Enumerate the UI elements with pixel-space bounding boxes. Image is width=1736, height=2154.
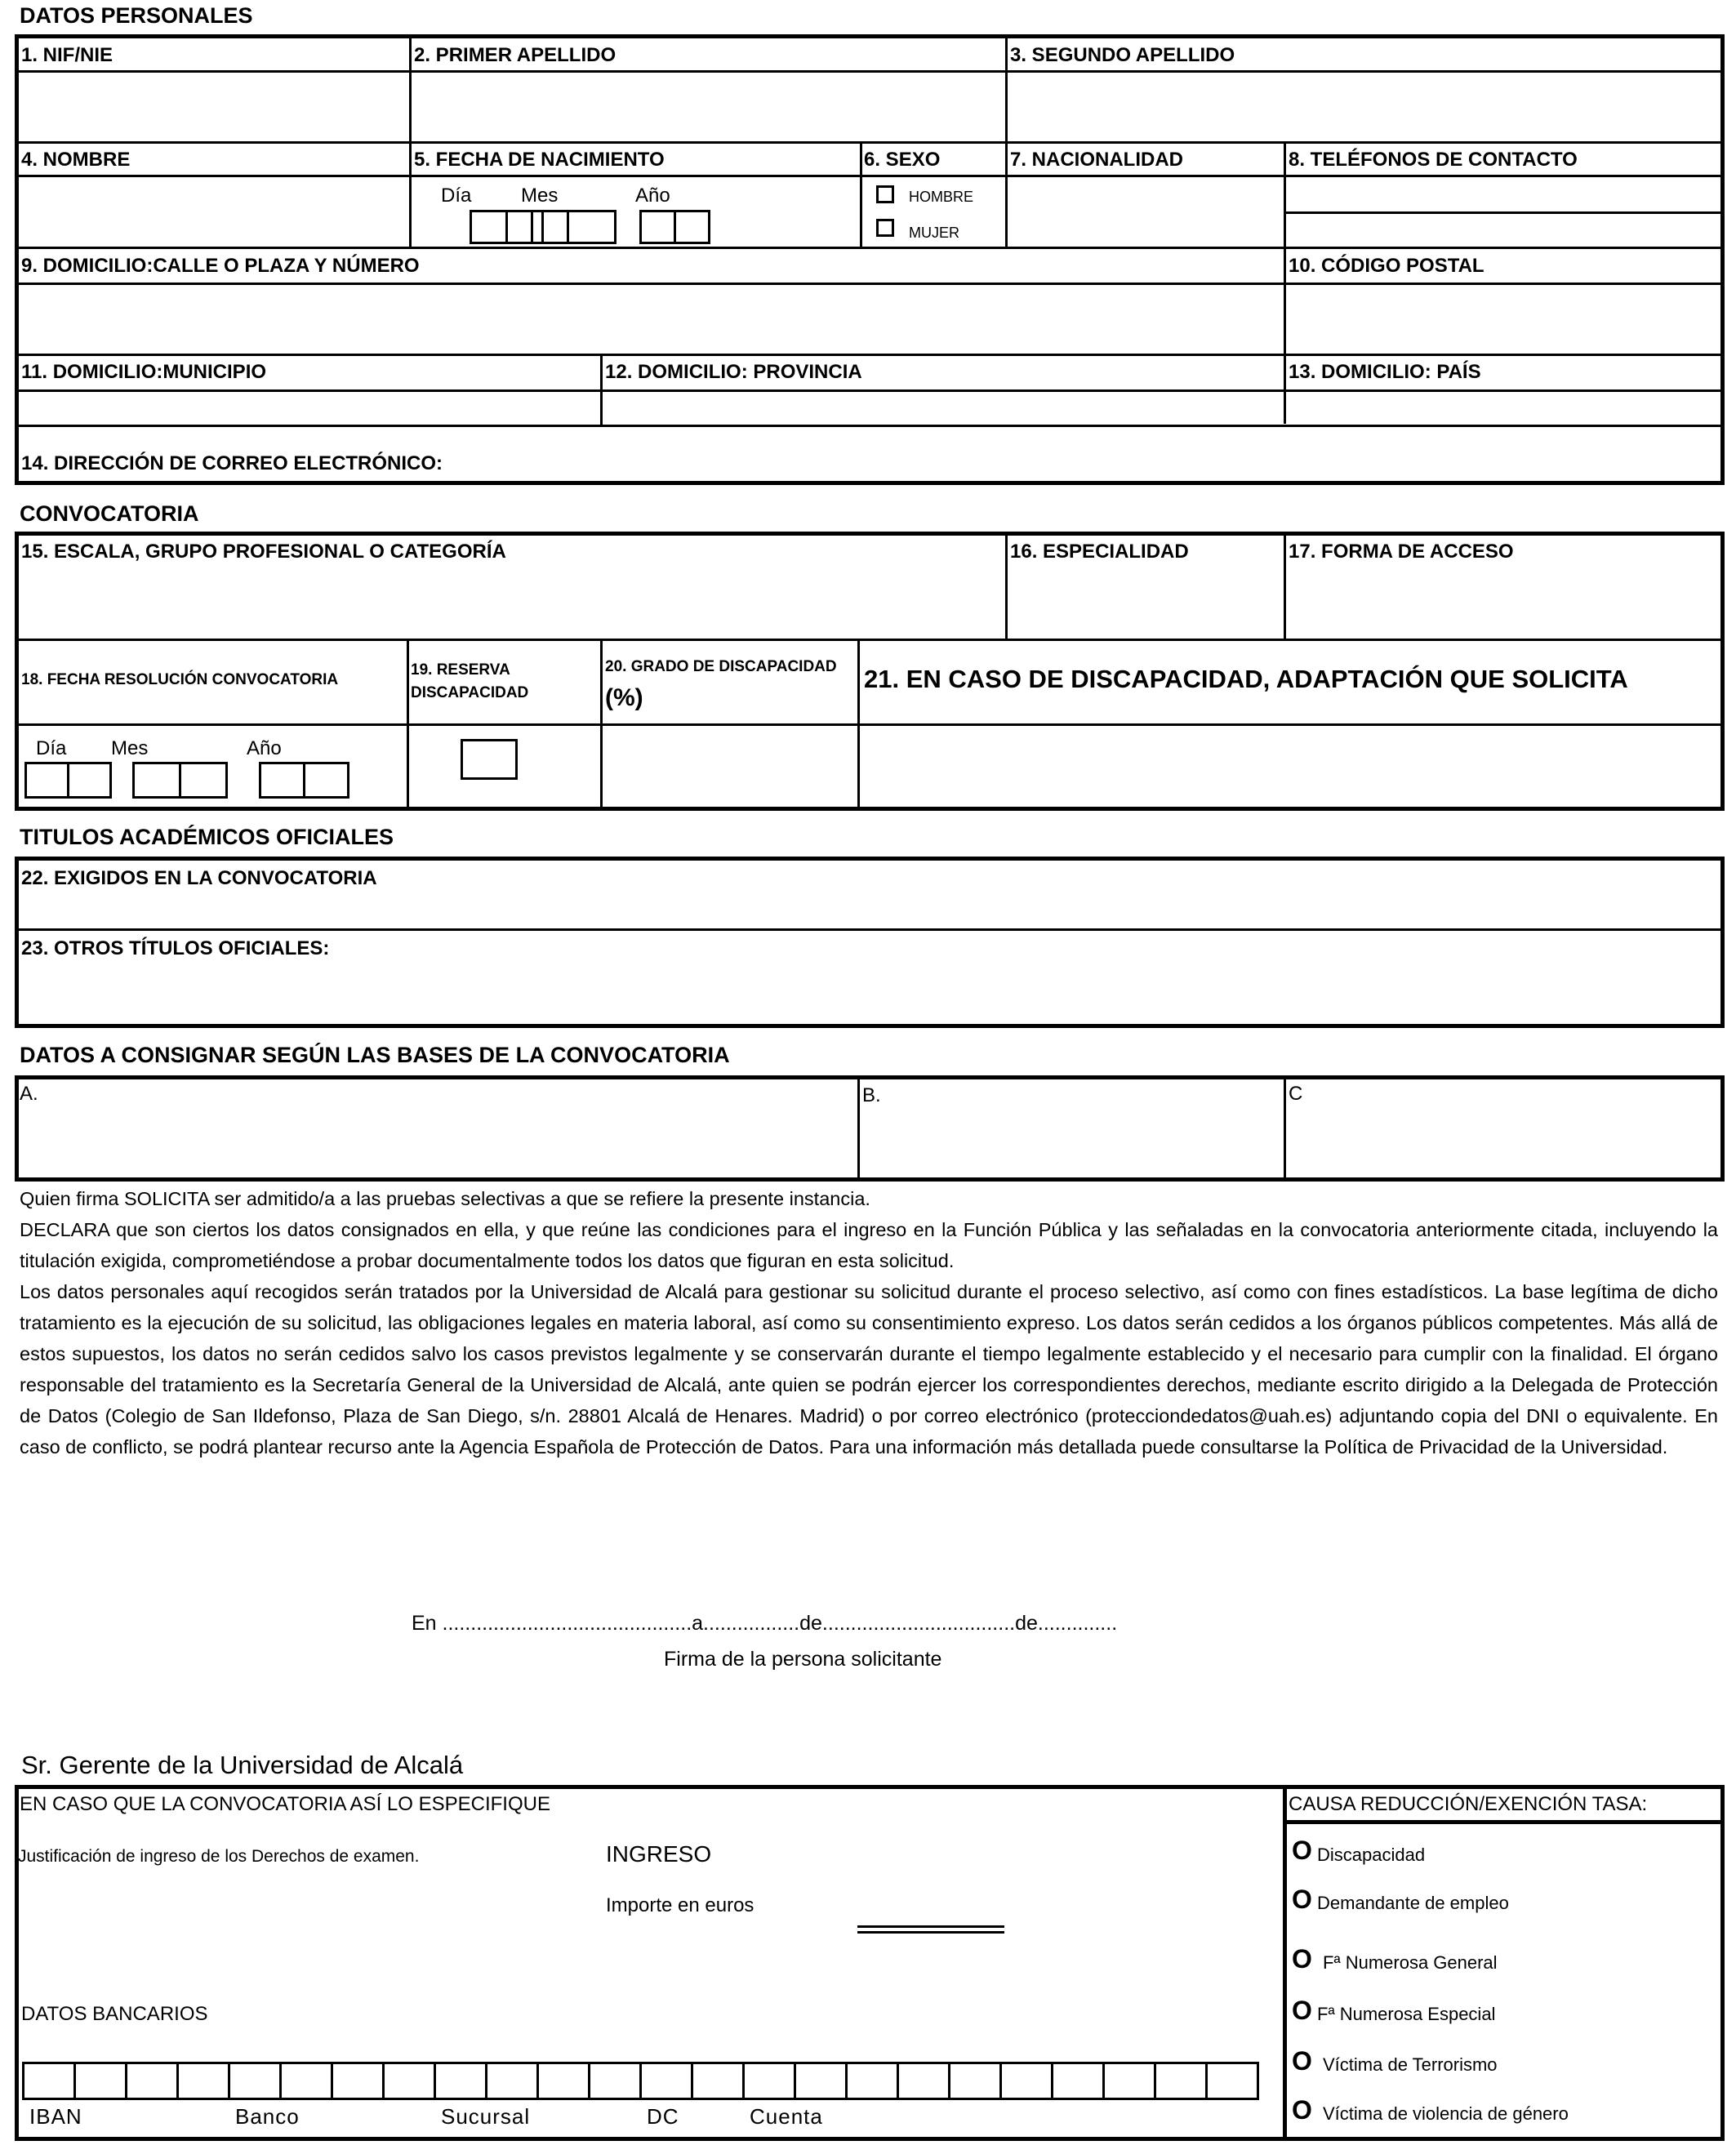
- pago-title: EN CASO QUE LA CONVOCATORIA ASÍ LO ESPECIFIQUE: [20, 1793, 550, 1815]
- label-grado-discapacidad: 20. GRADO DE DISCAPACIDAD: [605, 658, 837, 675]
- iban-digit-cell[interactable]: [382, 2062, 436, 2100]
- label-fecha-resolucion: 18. FECHA RESOLUCIÓN CONVOCATORIA: [21, 671, 339, 688]
- banco-label: Banco: [235, 2104, 300, 2129]
- birth-month-label: Mes: [521, 185, 559, 207]
- escala-input[interactable]: [21, 573, 1001, 635]
- radio-familia-numerosa-general[interactable]: O: [1292, 1944, 1312, 1974]
- nombre-input[interactable]: [21, 180, 405, 243]
- label-telefonos: 8. TELÉFONOS DE CONTACTO: [1289, 149, 1578, 171]
- adaptacion-input[interactable]: [866, 728, 1718, 805]
- resolucion-day-digit-1[interactable]: [24, 762, 69, 799]
- especialidad-input[interactable]: [1010, 573, 1280, 635]
- birth-day-label: Día: [441, 185, 472, 207]
- birth-day-digit-1[interactable]: [470, 210, 508, 244]
- section-title-convocatoria: CONVOCATORIA: [20, 501, 199, 526]
- iban-digit-cell[interactable]: [845, 2062, 899, 2100]
- section-title-titulos: TITULOS ACADÉMICOS OFICIALES: [20, 825, 394, 849]
- causa-fn-general-label: Fª Numerosa General: [1323, 1952, 1498, 1973]
- iban-digit-cell[interactable]: [1102, 2062, 1156, 2100]
- birth-year-label: Año: [635, 185, 670, 207]
- iban-digit-cell[interactable]: [331, 2062, 385, 2100]
- primer-apellido-input[interactable]: [414, 75, 1000, 136]
- label-reserva-discapacidad: DISCAPACIDAD: [411, 684, 529, 701]
- causa-violencia-label: Víctima de violencia de género: [1323, 2103, 1569, 2124]
- iban-digit-cell[interactable]: [73, 2062, 127, 2100]
- iban-digit-cell[interactable]: [691, 2062, 745, 2100]
- resolucion-month-label: Mes: [111, 737, 149, 759]
- causa-discapacidad-label: Discapacidad: [1317, 1845, 1426, 1865]
- label-otros-titulos: 23. OTROS TÍTULOS OFICIALES:: [21, 937, 330, 959]
- birth-year-digit-1[interactable]: [639, 210, 676, 244]
- justificacion-label: Justificación de ingreso de los Derechos de examen.: [18, 1847, 420, 1866]
- label-domicilio-calle: 9. DOMICILIO:CALLE O PLAZA Y NÚMERO: [21, 255, 420, 277]
- radio-familia-numerosa-especial[interactable]: O: [1292, 1996, 1312, 2025]
- label-escala: 15. ESCALA, GRUPO PROFESIONAL O CATEGORÍA: [21, 541, 506, 563]
- iban-digit-cell[interactable]: [1205, 2062, 1259, 2100]
- firma-label: Firma de la persona solicitante: [664, 1648, 942, 1671]
- cuenta-label: Cuenta: [750, 2104, 823, 2129]
- label-sexo: 6. SEXO: [864, 149, 941, 171]
- provincia-input[interactable]: [605, 394, 1280, 421]
- label-hombre: HOMBRE: [909, 189, 974, 205]
- birth-month-digit-2[interactable]: [567, 210, 617, 244]
- domicilio-calle-input[interactable]: [21, 287, 1279, 349]
- causa-title: CAUSA REDUCCIÓN/EXENCIÓN TASA:: [1289, 1793, 1648, 1815]
- firma-lugar-fecha: En ............................................a.................de..................................de..............: [412, 1612, 1118, 1635]
- radio-violencia-genero[interactable]: O: [1292, 2095, 1312, 2125]
- label-pais: 13. DOMICILIO: PAÍS: [1289, 361, 1481, 383]
- segundo-apellido-input[interactable]: [1010, 75, 1719, 136]
- municipio-input[interactable]: [21, 394, 596, 421]
- iban-digit-cell[interactable]: [639, 2062, 693, 2100]
- ingreso-label: INGRESO: [606, 1841, 712, 1867]
- label-primer-apellido: 2. PRIMER APELLIDO: [414, 44, 617, 66]
- iban-digit-cell[interactable]: [485, 2062, 539, 2100]
- resolucion-month-digit-1[interactable]: [132, 762, 181, 799]
- checkbox-hombre[interactable]: [876, 185, 894, 203]
- iban-digit-cell[interactable]: [1051, 2062, 1105, 2100]
- label-segundo-apellido: 3. SEGUNDO APELLIDO: [1010, 44, 1235, 66]
- resolucion-year-digit-2[interactable]: [303, 762, 349, 799]
- iban-digit-cell[interactable]: [176, 2062, 230, 2100]
- radio-discapacidad[interactable]: O: [1292, 1836, 1312, 1865]
- importe-label: Importe en euros: [606, 1894, 754, 1916]
- iban-digit-cell[interactable]: [228, 2062, 282, 2100]
- iban-digit-cell[interactable]: [742, 2062, 796, 2100]
- resolucion-day-digit-2[interactable]: [67, 762, 112, 799]
- resolucion-month-digit-2[interactable]: [179, 762, 228, 799]
- label-base-c: C: [1289, 1083, 1303, 1105]
- legal-solicita: Quien firma SOLICITA ser admitido/a a las pruebas selectivas a que se refiere la presente instancia.: [20, 1188, 870, 1209]
- grado-discapacidad-input[interactable]: [608, 728, 852, 805]
- causa-demandante-label: Demandante de empleo: [1317, 1893, 1509, 1913]
- legal-declara: DECLARA que son ciertos los datos consignados en ella, y que reúne las condiciones para el ingreso en la Función Pública y las señaladas en la convocatoria anteriormente citada, incluyendo la titulación exigida, comprometiéndose a probar documentalmente todos los datos que figuran en esta solicitud.: [20, 1219, 1718, 1271]
- label-nif: 1. NIF/NIE: [21, 44, 114, 66]
- codigo-postal-input[interactable]: [1289, 287, 1720, 349]
- iban-digit-cell[interactable]: [897, 2062, 950, 2100]
- birth-month-digit-1[interactable]: [531, 210, 569, 244]
- iban-digit-cell[interactable]: [125, 2062, 179, 2100]
- radio-demandante-empleo[interactable]: O: [1292, 1885, 1312, 1914]
- base-a-input[interactable]: [21, 1109, 852, 1176]
- resolucion-day-label: Día: [36, 737, 67, 759]
- titulos-exigidos-input[interactable]: [21, 897, 1718, 924]
- section-title-datos-personales: DATOS PERSONALES: [20, 3, 253, 28]
- base-c-input[interactable]: [1290, 1109, 1718, 1176]
- destinatario: Sr. Gerente de la Universidad de Alcalá: [21, 1751, 464, 1779]
- legal-proteccion-datos: Los datos personales aquí recogidos serán tratados por la Universidad de Alcalá para gestionar su solicitud durante el proceso selectivo, así como con fines estadísticos. La base legítima de dicho tratamiento es la ejecución de su solicitud, las obligaciones legales en materia laboral, así como su consentimiento expreso. Los datos serán cedidos a los órganos públicos competentes. Más allá de estos supuestos, los datos no serán cedidos salvo los casos previstos legalmente y se conservarán durante el tiempo legalmente establecido y el necesario para cumplir con la finalidad. El órgano responsable del tratamiento es la Secretaría General de la Universidad de Alcalá, ante quien se podrán ejercer los correspondientes derechos, mediante escrito dirigido a la Delegada de Protección de Datos (Colegio de San Ildefonso, Plaza de San Diego, s/n. 28801 Alcalá de Henares. Madrid) o por correo electrónico (protecciondedatos@uah.es) adjuntando copia del DNI o equivalente. En caso de conflicto, se podrá plantear recurso ante la Agencia Española de Protección de Datos. Para una información más detallada puede consultarse la Política de Privacidad de la Universidad.: [20, 1281, 1718, 1458]
- otros-titulos-input[interactable]: [21, 968, 1718, 1021]
- iban-digit-cell[interactable]: [794, 2062, 848, 2100]
- label-nombre: 4. NOMBRE: [21, 149, 131, 171]
- label-forma-acceso: 17. FORMA DE ACCESO: [1289, 541, 1514, 563]
- causa-fn-especial-label: Fª Numerosa Especial: [1317, 2004, 1496, 2024]
- label-titulos-exigidos: 22. EXIGIDOS EN LA CONVOCATORIA: [21, 867, 377, 889]
- resolucion-year-label: Año: [247, 737, 282, 759]
- resolucion-year-digit-1[interactable]: [259, 762, 305, 799]
- datos-bancarios-label: DATOS BANCARIOS: [21, 2003, 208, 2025]
- iban-digit-cell[interactable]: [434, 2062, 487, 2100]
- iban-label: IBAN: [29, 2104, 82, 2129]
- section-title-bases: DATOS A CONSIGNAR SEGÚN LAS BASES DE LA CONVOCATORIA: [20, 1043, 730, 1067]
- label-porcentaje: (%): [605, 684, 643, 711]
- label-email: 14. DIRECCIÓN DE CORREO ELECTRÓNICO:: [21, 452, 443, 474]
- email-input[interactable]: [425, 449, 1715, 478]
- label-municipio: 11. DOMICILIO:MUNICIPIO: [21, 361, 267, 383]
- label-provincia: 12. DOMICILIO: PROVINCIA: [605, 361, 862, 383]
- label-fecha-nacimiento: 5. FECHA DE NACIMIENTO: [414, 149, 665, 171]
- iban-digit-cell[interactable]: [279, 2062, 333, 2100]
- legal-text: [20, 1183, 1718, 1462]
- forma-acceso-input[interactable]: [1289, 573, 1720, 635]
- telefono-2-input[interactable]: [1289, 216, 1720, 245]
- iban-digit-cell[interactable]: [1154, 2062, 1208, 2100]
- label-base-b: B.: [862, 1084, 881, 1106]
- importe-input[interactable]: [857, 1899, 1004, 1924]
- causa-terrorismo-label: Víctima de Terrorismo: [1323, 2054, 1498, 2075]
- iban-digit-cell[interactable]: [999, 2062, 1053, 2100]
- birth-year-digit-2[interactable]: [674, 210, 710, 244]
- dc-label: DC: [647, 2104, 679, 2129]
- reserva-discapacidad-checkbox[interactable]: [461, 739, 518, 780]
- nacionalidad-input[interactable]: [1010, 180, 1280, 243]
- pais-input[interactable]: [1289, 394, 1720, 421]
- sucursal-label: Sucursal: [441, 2104, 531, 2129]
- iban-digit-cell[interactable]: [22, 2062, 76, 2100]
- telefono-1-input[interactable]: [1289, 180, 1720, 209]
- label-mujer: MUJER: [909, 225, 959, 241]
- label-nacionalidad: 7. NACIONALIDAD: [1010, 149, 1184, 171]
- label-adaptacion: 21. EN CASO DE DISCAPACIDAD, ADAPTACIÓN QUE SOLICITA: [864, 665, 1628, 693]
- iban-digit-cell[interactable]: [536, 2062, 590, 2100]
- radio-victima-terrorismo[interactable]: O: [1292, 2046, 1312, 2076]
- label-base-a: A.: [20, 1083, 38, 1105]
- iban-digit-cell[interactable]: [588, 2062, 642, 2100]
- base-b-input[interactable]: [864, 1109, 1279, 1176]
- label-especialidad: 16. ESPECIALIDAD: [1010, 541, 1189, 563]
- checkbox-mujer[interactable]: [876, 219, 894, 237]
- iban-digit-cell[interactable]: [948, 2062, 1002, 2100]
- label-reserva: 19. RESERVA: [411, 661, 510, 679]
- nif-input[interactable]: [21, 75, 405, 136]
- label-codigo-postal: 10. CÓDIGO POSTAL: [1289, 255, 1485, 277]
